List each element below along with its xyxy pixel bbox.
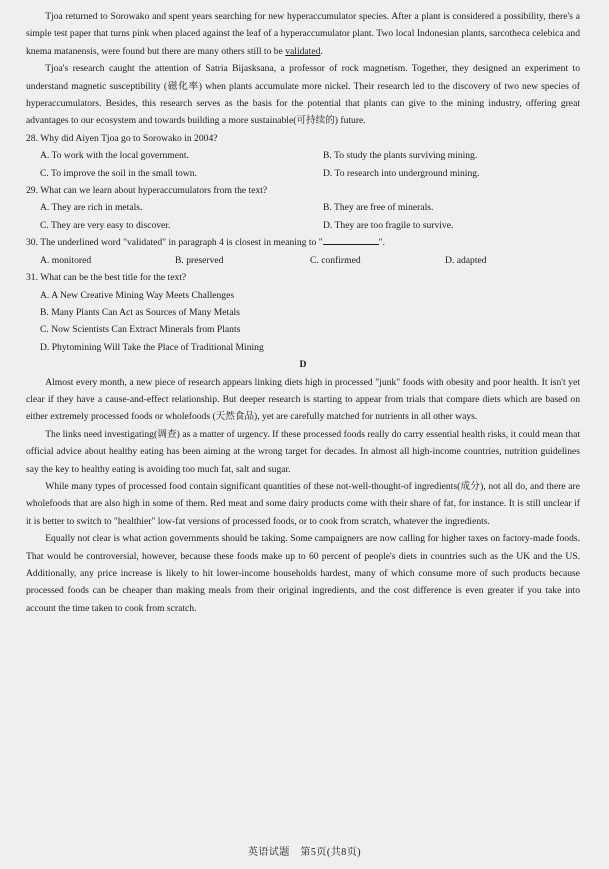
- answer-blank: [323, 235, 379, 245]
- passage-d-paragraph-3: While many types of processed food contain significant quantities of these not-well-thought-of ingredients(成分), not all do, and there are wholefoods that are also high in some of them. Red meat and some dairy products come with their share of fat, for instance. It is still unclear if it is better to switch to "healthier" low-fat versions of processed foods, or to cook from scratch, whatever the ingredients.: [26, 480, 580, 527]
- question-29-option-d: D. They are too fragile to survive.: [323, 219, 454, 231]
- question-28-option-b: B. To study the plants surviving mining.: [323, 150, 478, 162]
- passage-d-paragraph-1: Almost every month, a new piece of research appears linking diets high in processed "junk" foods with obesity and poor health. It isn't yet clear if they have a cause-and-effect relationship. But deeper research is starting to appear from trials that compare diets which are based on either extremely processed foods or wholefoods (天然食品), yet are carefully matched for nutrients in all other ways.: [26, 376, 580, 423]
- question-28-options-row1: [26, 147, 580, 164]
- question-30-option-d: D. adapted: [445, 254, 487, 266]
- question-31-option-d: D. Phytomining Will Take the Place of Traditional Mining: [40, 341, 264, 353]
- passage-d-heading: D: [299, 359, 307, 371]
- passage-c-paragraph-3: Tjoa returned to Sorowako and spent years searching for new hyperaccumulator species. After a plant is considered a possibility, there's a simple test paper that turns pink when placed against the leaf of a hyperaccumulator plant. Two local Indonesian plants, sarcotheca celebica and knema matanensis, were found but there are many others still to be validated.: [26, 11, 580, 57]
- question-28-option-d: D. To research into underground mining.: [323, 167, 480, 179]
- passage-d-paragraph-2: The links need investigating(调查) as a matter of urgency. If these processed foods really do carry essential health risks, it could mean that official advice about healthy eating has been aiming at the wrong target for decades. In almost all high-income countries, nutrition guidelines say the key to healthy eating is avoiding too much fat, salt and sugar.: [26, 428, 580, 475]
- question-31-option-a: A. A New Creative Mining Way Meets Challenges: [40, 289, 235, 301]
- question-29-option-c: C. They are very easy to discover.: [40, 219, 171, 231]
- question-31-option-b: B. Many Plants Can Act as Sources of Many Metals: [40, 306, 240, 318]
- page-footer: 英语试题 第5页(共8页): [247, 847, 362, 858]
- underlined-word-validated: validated: [285, 45, 321, 57]
- question-29-option-a: A. They are rich in metals.: [40, 202, 143, 214]
- question-30-option-c: C. confirmed: [310, 254, 361, 266]
- question-29-options-row2: [26, 217, 580, 234]
- question-30-options: [26, 252, 580, 269]
- question-28-stem: 28. Why did Aiyen Tjoa go to Sorowako in 2004?: [26, 132, 218, 144]
- question-28-option-a: A. To work with the local government.: [40, 150, 189, 162]
- question-31-stem: 31. What can be the best title for the text?: [26, 272, 187, 284]
- question-29-stem: 29. What can we learn about hyperaccumulators from the text?: [26, 185, 268, 197]
- question-29-options-row1: [26, 199, 580, 216]
- passage-d-paragraph-4: Equally not clear is what action governments should be taking. Some campaigners are now calling for higher taxes on factory-made foods. That would be controversial, however, because these foods make up to 60 percent of people's diets in countries such as the UK and the US. Additionally, any price increase is likely to hit lower-income households hardest, many of which consume more of such products because processed foods can be cheaper than making meals from their original ingredients, and the cost difference is even greater if you take into account the time taken to cook from scratch.: [26, 533, 580, 614]
- passage-c-paragraph-4: Tjoa's research caught the attention of Satria Bijasksana, a professor of rock magnetism. Together, they designed an experiment to understand magnetic susceptibility (磁化率) when plants accumulate more nickel. Their research led to the discovery of two new species of hyperaccumulators. Besides, this research serves as the basis for the potential that plants can give to the mining industry, offering great advantages to our ecosystem and towards building a more sustainable(可持续的) future.: [26, 63, 580, 127]
- question-28-options-row2: [26, 165, 580, 182]
- question-28-option-c: C. To improve the soil in the small town.: [40, 167, 197, 179]
- question-30-stem: 30. The underlined word "validated" in paragraph 4 is closest in meaning to " ".: [26, 237, 385, 249]
- question-30-option-b: B. preserved: [175, 254, 224, 266]
- question-30-option-a: A. monitored: [40, 254, 92, 266]
- question-29-option-b: B. They are free of minerals.: [323, 202, 434, 214]
- question-31-option-c: C. Now Scientists Can Extract Minerals from Plants: [40, 324, 241, 336]
- exam-sheet: [26, 8, 580, 617]
